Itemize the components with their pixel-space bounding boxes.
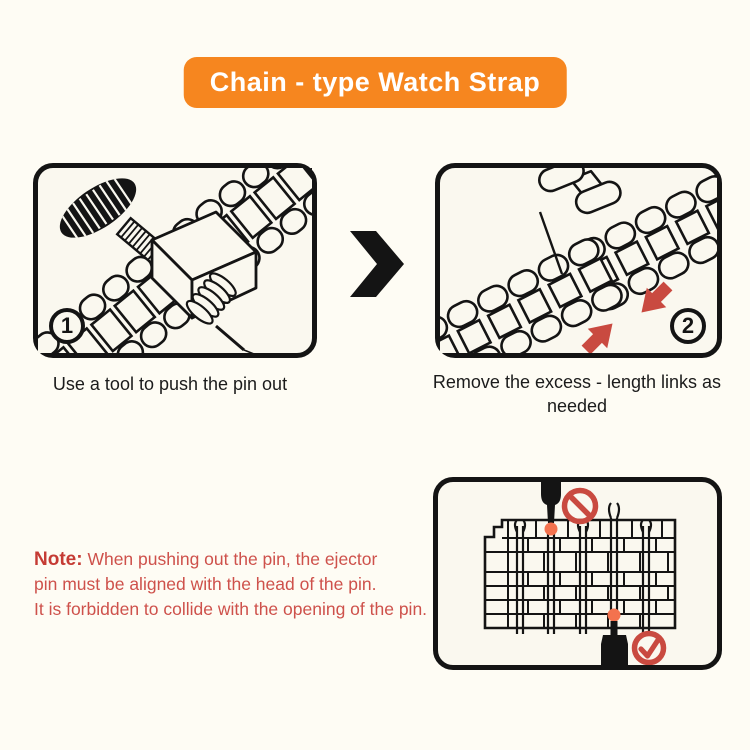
chevron-right-icon [350,231,404,297]
pin-alignment-panel [433,477,722,670]
note-label: Note: [34,549,83,570]
prohibition-icon [565,491,596,522]
note-line-2: pin must be aligned with the head of the pin. [34,574,377,594]
checkmark-icon [635,634,664,663]
step1-number-badge: 1 [49,308,85,344]
step1-caption: Use a tool to push the pin out [52,374,288,394]
ejector-tool-top [541,482,561,523]
note-text [34,547,474,622]
pin-head-dot [608,609,621,622]
note-line-1: When pushing out the pin, the ejector [87,549,378,569]
ejector-pin [216,326,254,353]
pin-alignment-diagram [438,482,717,665]
step1-panel [33,163,317,358]
pin-head-dot [545,523,558,536]
page-title: Chain - type Watch Strap [184,57,567,108]
step2-number-badge: 2 [670,308,706,344]
note-line-3: It is forbidden to collide with the opening of the pin. [34,599,428,619]
step2-caption: Remove the excess - length links as needed [432,372,722,416]
removed-link [536,168,624,226]
step2-panel [435,163,722,358]
